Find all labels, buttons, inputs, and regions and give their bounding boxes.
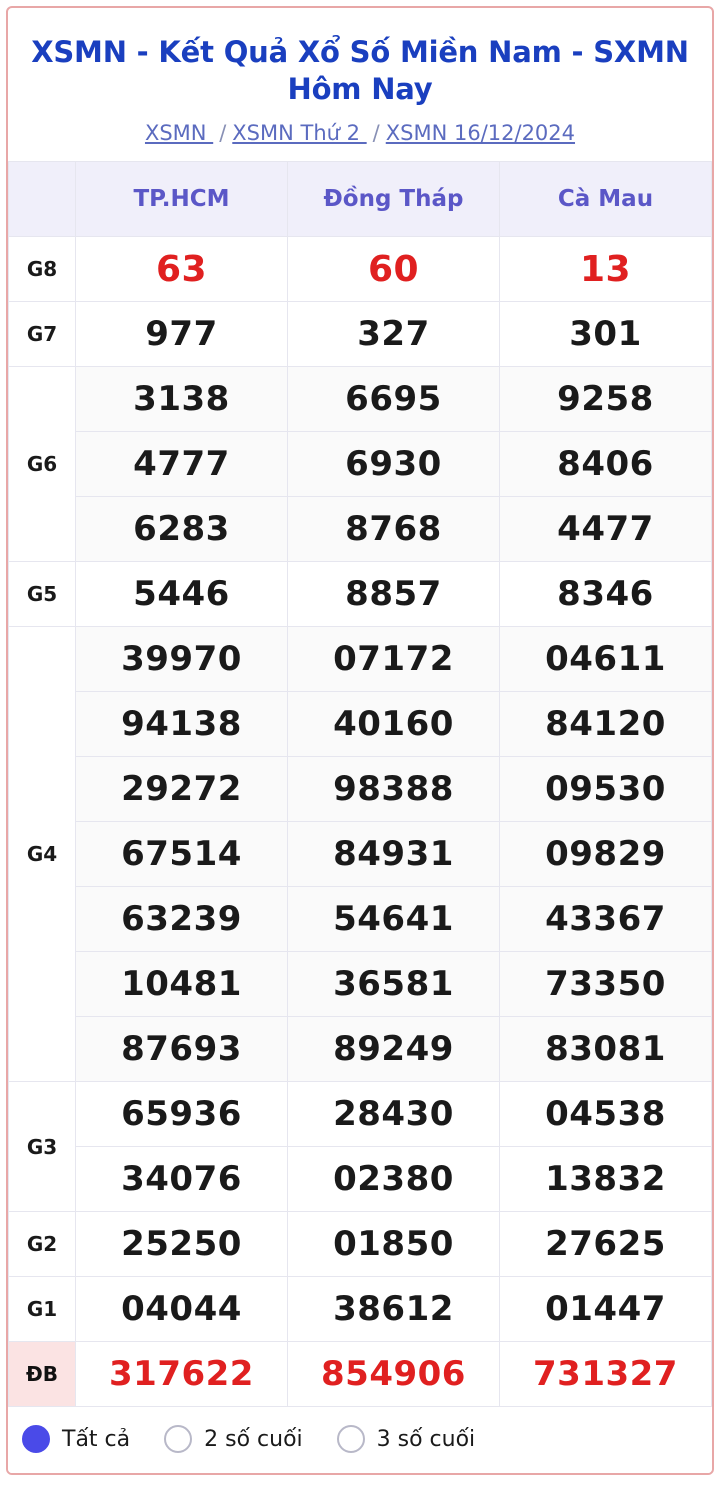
filter-option-all[interactable] [22,1425,130,1453]
prize-label-g2: G2 [9,1212,76,1277]
table-row [9,757,712,822]
table-row [9,627,712,692]
prize-value-g4-3-tphcm: 29272 [76,757,288,822]
prize-value-g8-dongthap: 60 [288,237,500,302]
prize-value-g4-3-camau: 09530 [500,757,712,822]
prize-label-g6: G6 [9,367,76,562]
prize-value-db-dongthap: 854906 [288,1342,500,1407]
prize-value-g4-2-tphcm: 94138 [76,692,288,757]
radio-icon-all[interactable] [22,1425,50,1453]
prize-value-g4-3-dongthap: 98388 [288,757,500,822]
table-row [9,692,712,757]
table-row [9,822,712,887]
prize-label-g3: G3 [9,1082,76,1212]
prize-value-db-tphcm: 317622 [76,1342,288,1407]
column-header-camau: Cà Mau [500,162,712,237]
prize-value-g4-6-dongthap: 36581 [288,952,500,1017]
table-header-row [9,162,712,237]
table-row [9,887,712,952]
filter-option-3-digits[interactable] [337,1425,476,1453]
prize-value-g4-7-camau: 83081 [500,1017,712,1082]
prize-value-g4-1-dongthap: 07172 [288,627,500,692]
prize-label-g4: G4 [9,627,76,1082]
table-row [9,497,712,562]
filter-option-2-digits[interactable] [164,1425,303,1453]
prize-label-db: ĐB [9,1342,76,1407]
table-row [9,952,712,1017]
prize-value-g3-1-tphcm: 65936 [76,1082,288,1147]
breadcrumb-item-xsmn[interactable]: XSMN [144,121,214,146]
table-row [9,302,712,367]
table-body [9,237,712,1407]
prize-value-g3-1-dongthap: 28430 [288,1082,500,1147]
prize-value-g3-2-camau: 13832 [500,1147,712,1212]
filter-label-2-digits: 2 số cuối [204,1426,303,1452]
prize-value-g4-5-dongthap: 54641 [288,887,500,952]
prize-value-g4-7-dongthap: 89249 [288,1017,500,1082]
prize-value-g6-3-tphcm: 6283 [76,497,288,562]
prize-value-g8-camau: 13 [500,237,712,302]
prize-label-g5: G5 [9,562,76,627]
column-header-dongthap: Đồng Tháp [288,162,500,237]
prize-value-g7-dongthap: 327 [288,302,500,367]
prize-value-g3-1-camau: 04538 [500,1082,712,1147]
radio-icon-2-digits[interactable] [164,1425,192,1453]
table-row [9,367,712,432]
prize-value-db-camau: 731327 [500,1342,712,1407]
prize-value-g6-3-dongthap: 8768 [288,497,500,562]
prize-value-g4-4-camau: 09829 [500,822,712,887]
prize-label-g1: G1 [9,1277,76,1342]
prize-value-g2-dongthap: 01850 [288,1212,500,1277]
prize-value-g6-3-camau: 4477 [500,497,712,562]
prize-value-g1-camau: 01447 [500,1277,712,1342]
table-row [9,432,712,497]
prize-value-g5-camau: 8346 [500,562,712,627]
prize-value-g6-2-dongthap: 6930 [288,432,500,497]
breadcrumb-separator-1: / [219,121,227,146]
prize-value-g3-2-dongthap: 02380 [288,1147,500,1212]
prize-value-g5-tphcm: 5446 [76,562,288,627]
prize-label-g8: G8 [9,237,76,302]
table-header [9,162,712,237]
table-row [9,562,712,627]
prize-value-g7-tphcm: 977 [76,302,288,367]
breadcrumb [8,115,712,161]
results-card [6,6,714,1475]
prize-value-g4-4-tphcm: 67514 [76,822,288,887]
prize-value-g5-dongthap: 8857 [288,562,500,627]
prize-value-g1-dongthap: 38612 [288,1277,500,1342]
table-corner-cell [9,162,76,237]
prize-value-g4-5-camau: 43367 [500,887,712,952]
prize-value-g2-camau: 27625 [500,1212,712,1277]
prize-value-g6-1-camau: 9258 [500,367,712,432]
radio-icon-3-digits[interactable] [337,1425,365,1453]
prize-value-g4-2-camau: 84120 [500,692,712,757]
table-row [9,1147,712,1212]
prize-value-g4-5-tphcm: 63239 [76,887,288,952]
prize-value-g3-2-tphcm: 34076 [76,1147,288,1212]
prize-value-g6-2-tphcm: 4777 [76,432,288,497]
table-row [9,1082,712,1147]
prize-value-g4-7-tphcm: 87693 [76,1017,288,1082]
prize-value-g4-6-tphcm: 10481 [76,952,288,1017]
prize-value-g4-6-camau: 73350 [500,952,712,1017]
prize-label-g7: G7 [9,302,76,367]
prize-value-g4-4-dongthap: 84931 [288,822,500,887]
lottery-results-table [8,161,712,1407]
prize-value-g4-1-tphcm: 39970 [76,627,288,692]
breadcrumb-item-xsmn-thu-2[interactable]: XSMN Thứ 2 [232,121,367,146]
prize-value-g6-1-tphcm: 3138 [76,367,288,432]
prize-value-g2-tphcm: 25250 [76,1212,288,1277]
breadcrumb-item-xsmn-date[interactable]: XSMN 16/12/2024 [385,121,576,146]
table-row [9,237,712,302]
prize-value-g8-tphcm: 63 [76,237,288,302]
filter-options [8,1407,712,1473]
prize-value-g7-camau: 301 [500,302,712,367]
table-row [9,1017,712,1082]
table-row [9,1212,712,1277]
prize-value-g1-tphcm: 04044 [76,1277,288,1342]
prize-value-g4-1-camau: 04611 [500,627,712,692]
table-row [9,1277,712,1342]
page-title: XSMN - Kết Quả Xổ Số Miền Nam - SXMN Hôm Nay [31,35,689,106]
table-row [9,1342,712,1407]
prize-value-g6-1-dongthap: 6695 [288,367,500,432]
filter-label-all: Tất cả [62,1426,131,1452]
prize-value-g6-2-camau: 8406 [500,432,712,497]
column-header-tphcm: TP.HCM [76,162,288,237]
breadcrumb-separator-2: / [372,121,380,146]
filter-label-3-digits: 3 số cuối [376,1426,476,1452]
prize-value-g4-2-dongthap: 40160 [288,692,500,757]
